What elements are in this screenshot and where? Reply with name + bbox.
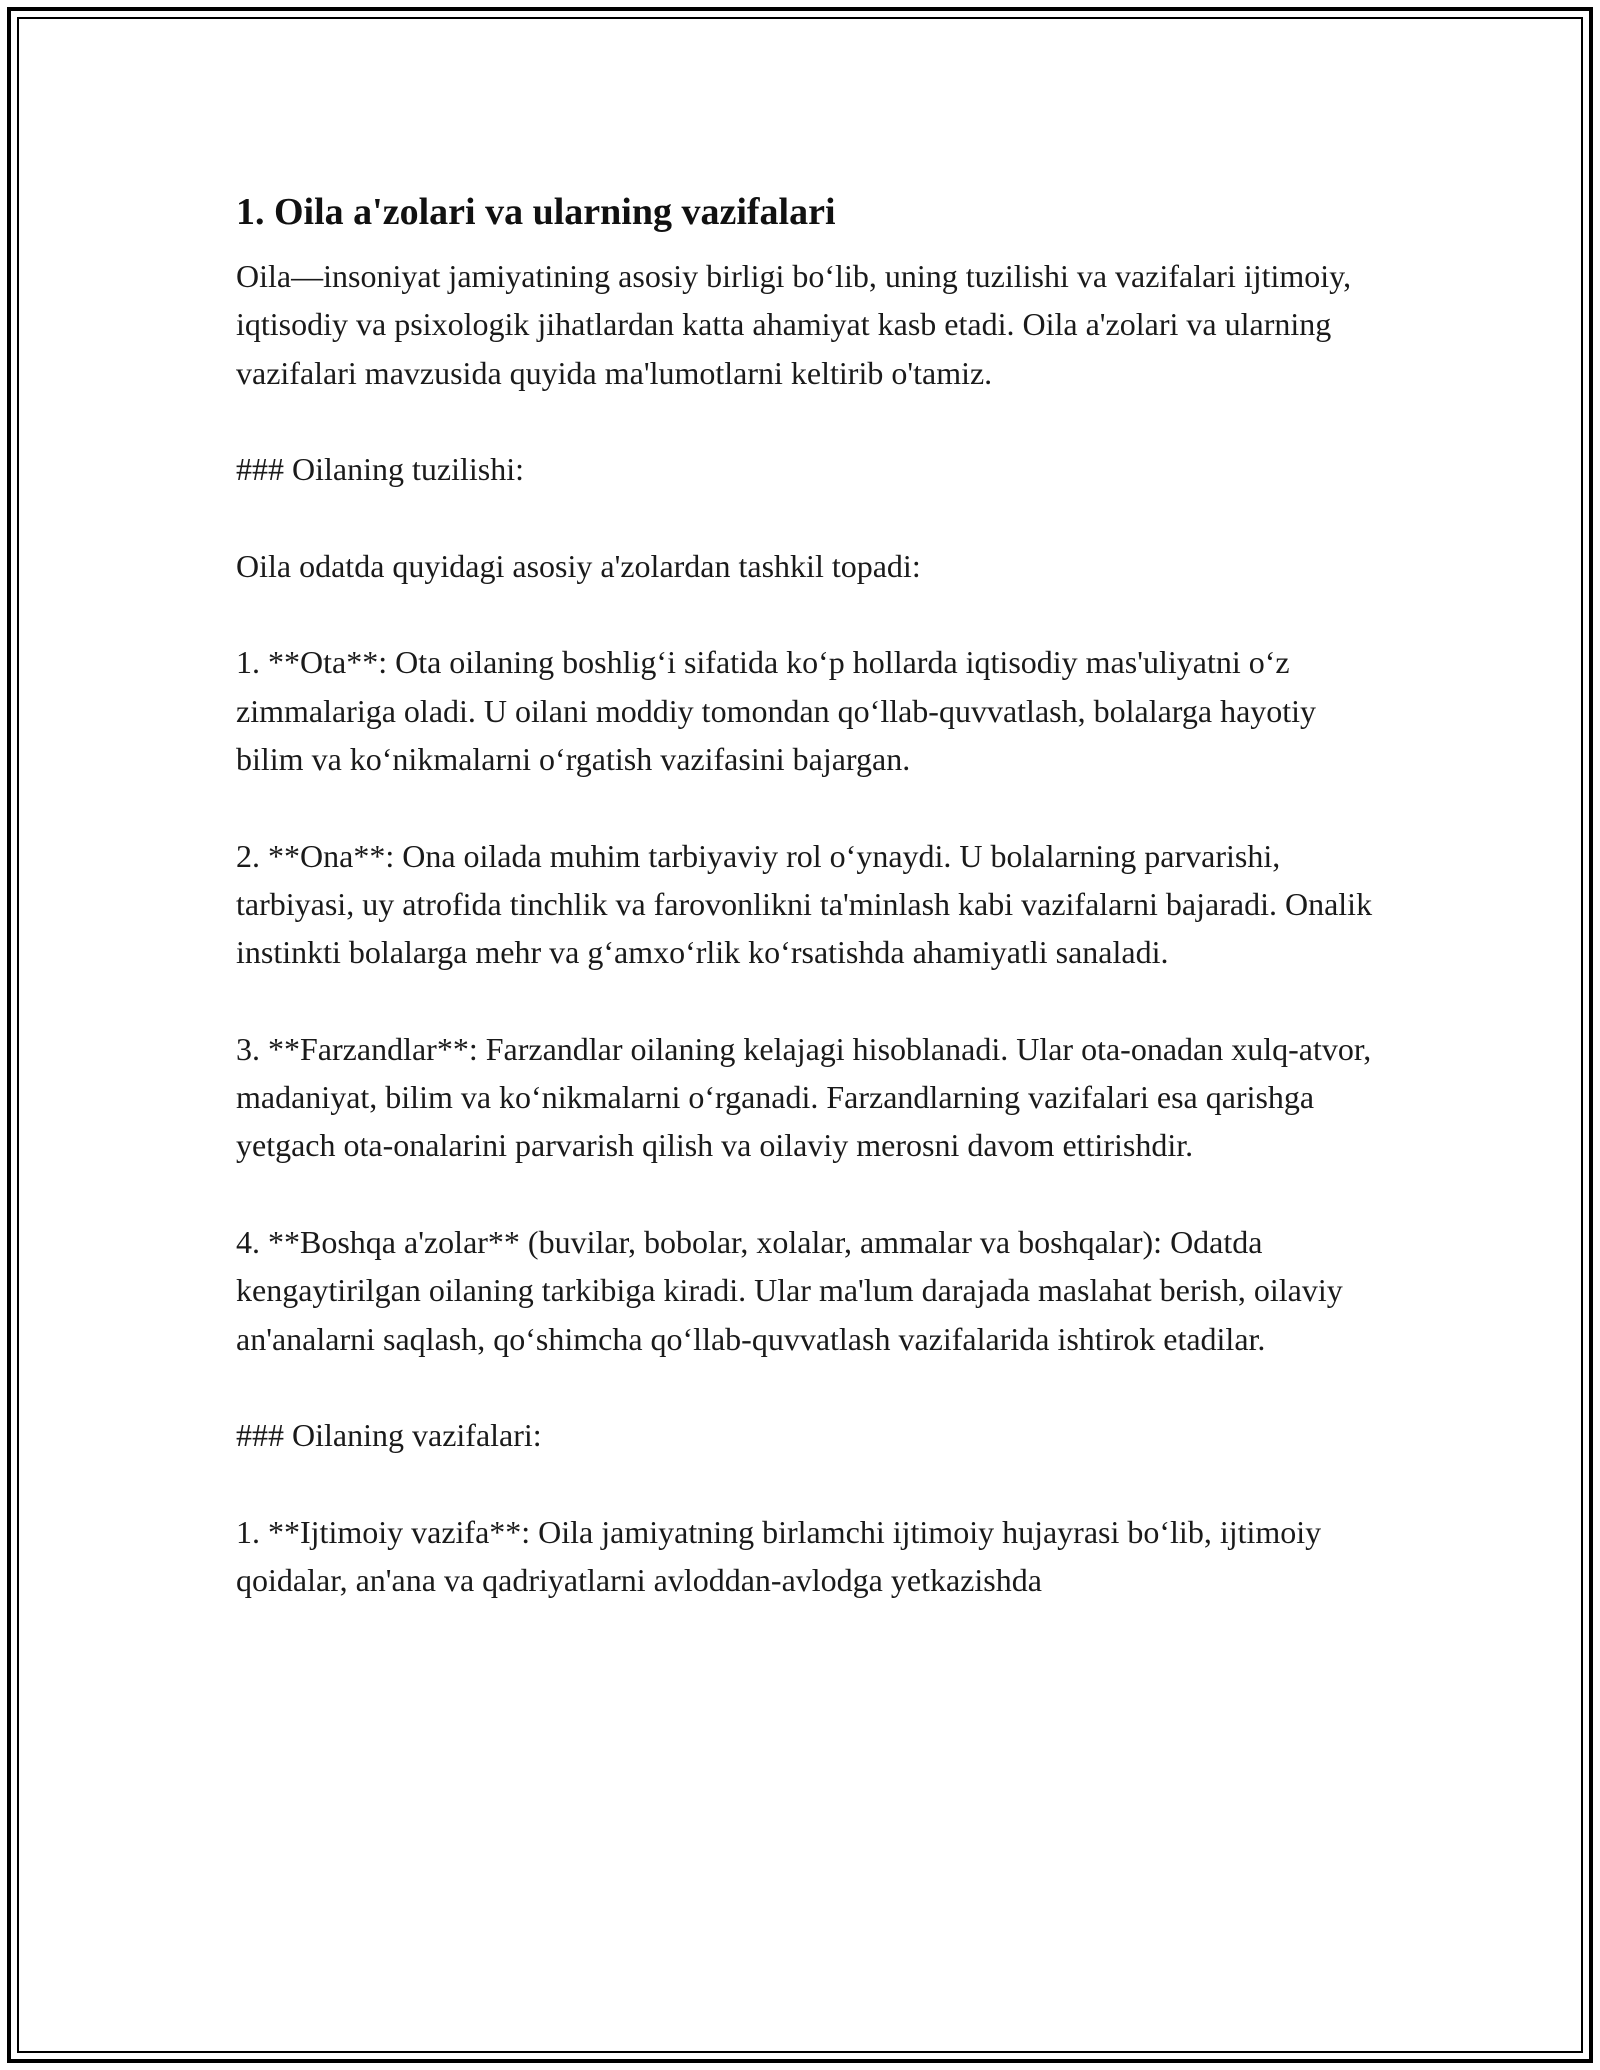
section-heading-structure: ### Oilaning tuzilishi:: [236, 451, 524, 488]
document-body: [236, 184, 1386, 1653]
structure-intro-paragraph: Oila odatda quyidagi asosiy a'zolardan tashkil topadi:: [236, 547, 921, 584]
list-item-mother: 2. **Ona**: Ona oilada muhim tarbiyaviy rol o‘ynaydi. U bolalarning parvarishi, tarbiyasi, uy atrofida tinchlik va farovonlikni ta'minlash kabi vazifalarni bajaradi. Onalik instinkti bolalarga mehr va g‘amxo‘rlik ko‘rsatishda ahamiyatli sanaladi.: [236, 837, 1373, 971]
section-heading-functions: ### Oilaning vazifalari:: [236, 1417, 542, 1454]
list-item-social-function: 1. **Ijtimoiy vazifa**: Oila jamiyatning birlamchi ijtimoiy hujayrasi bo‘lib, ijtimoiy qoidalar, an'ana va qadriyatlarni avloddan-avlodga yetkazishda: [236, 1513, 1322, 1599]
list-item-other-members: 4. **Boshqa a'zolar** (buvilar, bobolar, xolalar, ammalar va boshqalar): Odatda kengaytirilgan oilaning tarkibiga kiradi. Ular ma'lum darajada maslahat berish, oilaviy an'analarni saqlash, qo‘shimcha qo‘llab-quvvatlash vazifalarida ishtirok etadilar.: [236, 1223, 1343, 1357]
document-title: 1. Oila a'zolari va ularning vazifalari: [236, 191, 836, 233]
list-item-children: 3. **Farzandlar**: Farzandlar oilaning kelajagi hisoblanadi. Ular ota-onadan xulq-atvor, madaniyat, bilim va ko‘nikmalarni o‘rganadi. Farzandlarning vazifalari esa qarishga yetgach ota-onalarini parvarish qilish va oilaviy merosni davom ettirishdir.: [236, 1030, 1372, 1164]
intro-paragraph: Oila—insoniyat jamiyatining asosiy birligi bo‘lib, uning tuzilishi va vazifalari ijtimoiy, iqtisodiy va psixologik jihatlardan katta ahamiyat kasb etadi. Oila a'zolari va ularning vazifalari mavzusida quyida ma'lumotlarni keltirib o'tamiz.: [236, 258, 1352, 391]
list-item-father: 1. **Ota**: Ota oilaning boshlig‘i sifatida ko‘p hollarda iqtisodiy mas'uliyatni o‘z zimmalariga oladi. U oilani moddiy tomondan qo‘llab-quvvatlash, bolalarga hayotiy bilim va ko‘nikmalarni o‘rgatish vazifasini bajargan.: [236, 644, 1317, 777]
